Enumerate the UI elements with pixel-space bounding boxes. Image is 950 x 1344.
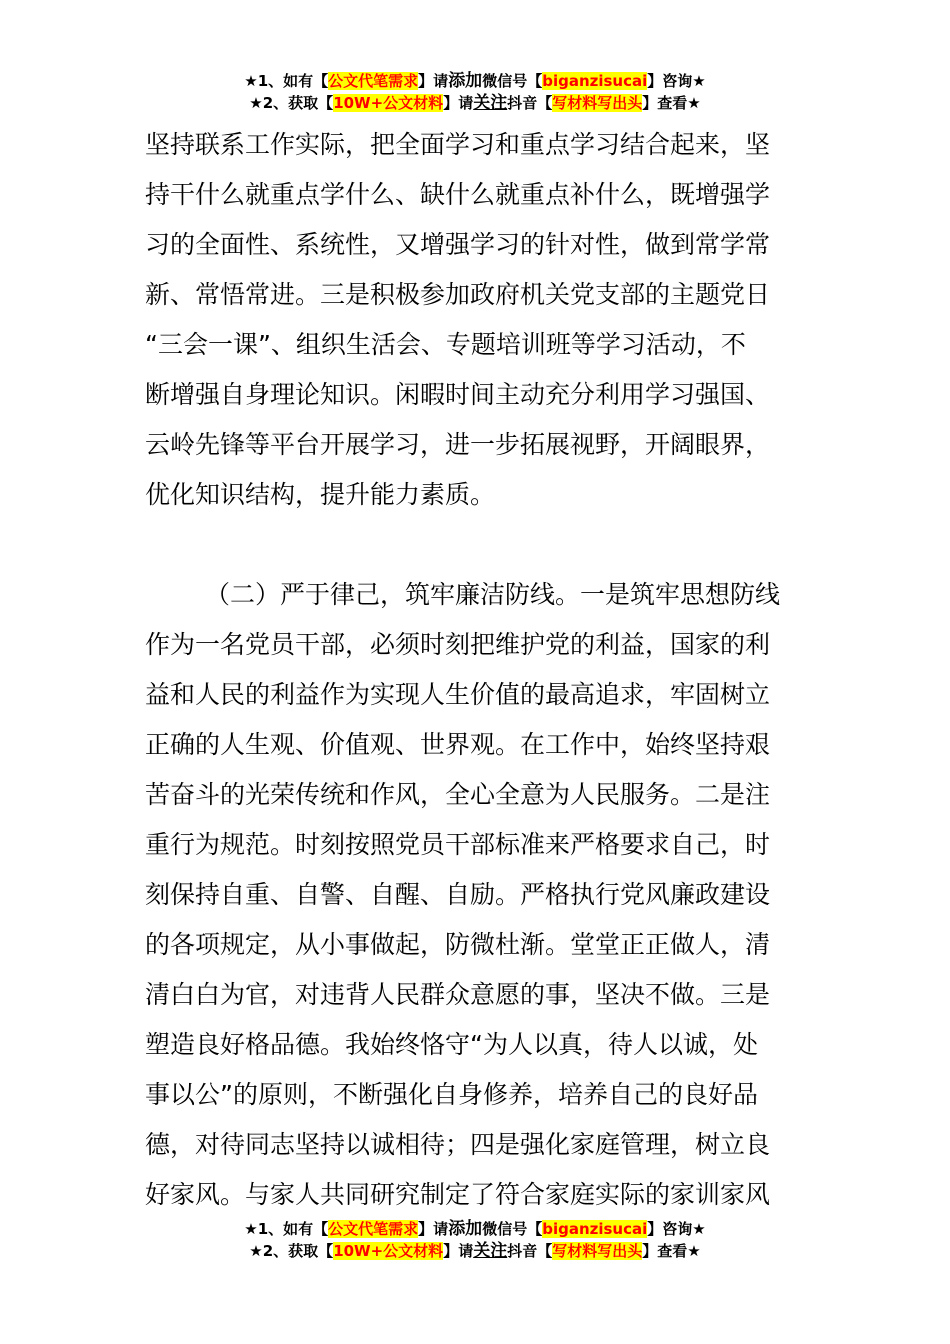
- douyin-account-highlight: 写材料写出头: [552, 1242, 643, 1260]
- footer-line-2-emphasis: 关注: [473, 1241, 508, 1261]
- text-line: 重行为规范。时刻按照党员干部标准来严格要求自己，时: [145, 830, 771, 859]
- text-line: 好家风。与家人共同研究制定了符合家庭实际的家训家风: [145, 1180, 771, 1209]
- text-line: 德，对待同志坚持以诚相待；四是强化家庭管理，树立良: [145, 1130, 771, 1159]
- footer-banner: [0, 1218, 950, 1262]
- header-line-2: [0, 92, 950, 114]
- text-line: 清白白为官，对违背人民群众意愿的事，坚决不做。三是: [145, 980, 771, 1009]
- footer-line-1-suffix: 】咨询★: [647, 1220, 706, 1238]
- header-line-1-suffix: 】咨询★: [647, 72, 706, 90]
- header-line-1-prefix: ★1、如有【: [244, 72, 329, 90]
- header-line-2-prefix: ★2、获取【: [249, 94, 334, 112]
- header-line-1-emphasis: 添加: [448, 71, 483, 91]
- text-line: 益和人民的利益作为实现人生价值的最高追求，牢固树立: [145, 680, 771, 709]
- section-heading-line: （二）严于律己，筑牢廉洁防线。一是筑牢思想防线: [205, 580, 781, 609]
- text-line: 作为一名党员干部，必须时刻把维护党的利益，国家的利: [145, 630, 771, 659]
- text-line: 持干什么就重点学什么、缺什么就重点补什么，既增强学: [145, 180, 771, 209]
- header-line-1-text: 】请: [418, 72, 449, 90]
- text-line: 正确的人生观、价值观、世界观。在工作中，始终坚持艰: [145, 730, 771, 759]
- text-line: 优化知识结构，提升能力素质。: [145, 480, 496, 509]
- body-paragraph-2: [145, 570, 810, 1220]
- header-line-2-text: 】请: [443, 94, 474, 112]
- text-line: 云岭先锋等平台开展学习，进一步拓展视野，开阔眼界，: [145, 430, 771, 459]
- footer-line-2: [0, 1240, 950, 1262]
- service-highlight: 公文代笔需求: [328, 72, 419, 90]
- wechat-id-highlight: biganzisucai: [542, 72, 648, 90]
- header-line-2-emphasis: 关注: [473, 93, 508, 113]
- footer-line-1-text-2: 微信号【: [482, 1220, 543, 1238]
- text-line: 习的全面性、系统性，又增强学习的针对性，做到常学常: [145, 230, 771, 259]
- service-highlight: 公文代笔需求: [328, 1220, 419, 1238]
- text-line: 断增强自身理论知识。闲暇时间主动充分利用学习强国、: [145, 380, 771, 409]
- text-line: 塑造良好格品德。我始终恪守“为人以真，待人以诚，处: [145, 1030, 758, 1059]
- text-line: 的各项规定，从小事做起，防微杜渐。堂堂正正做人，清: [145, 930, 771, 959]
- body-paragraph-1: [145, 120, 810, 520]
- text-line: 事以公”的原则，不断强化自身修养，培养自己的良好品: [145, 1080, 758, 1109]
- text-line: 刻保持自重、自警、自醒、自励。严格执行党风廉政建设: [145, 880, 771, 909]
- wechat-id-highlight: biganzisucai: [542, 1220, 648, 1238]
- douyin-account-highlight: 写材料写出头: [552, 94, 643, 112]
- text-line: 苦奋斗的光荣传统和作风，全心全意为人民服务。二是注: [145, 780, 771, 809]
- text-line: 坚持联系工作实际，把全面学习和重点学习结合起来，坚: [145, 130, 771, 159]
- header-line-1: [0, 70, 950, 92]
- materials-highlight: 10W+公文材料: [333, 1242, 444, 1260]
- text-line: 新、常悟常进。三是积极参加政府机关党支部的主题党日: [145, 280, 771, 309]
- header-banner: [0, 70, 950, 114]
- header-line-2-text-2: 抖音【: [507, 94, 553, 112]
- footer-line-1-emphasis: 添加: [448, 1219, 483, 1239]
- materials-highlight: 10W+公文材料: [333, 94, 444, 112]
- text-line: “三会一课”、组织生活会、专题培训班等学习活动，不: [145, 330, 746, 359]
- footer-line-1-prefix: ★1、如有【: [244, 1220, 329, 1238]
- header-line-2-suffix: 】查看★: [642, 94, 701, 112]
- footer-line-1-text: 】请: [418, 1220, 449, 1238]
- header-line-1-text-2: 微信号【: [482, 72, 543, 90]
- footer-line-2-suffix: 】查看★: [642, 1242, 701, 1260]
- footer-line-2-prefix: ★2、获取【: [249, 1242, 334, 1260]
- footer-line-1: [0, 1218, 950, 1240]
- footer-line-2-text: 】请: [443, 1242, 474, 1260]
- footer-line-2-text-2: 抖音【: [507, 1242, 553, 1260]
